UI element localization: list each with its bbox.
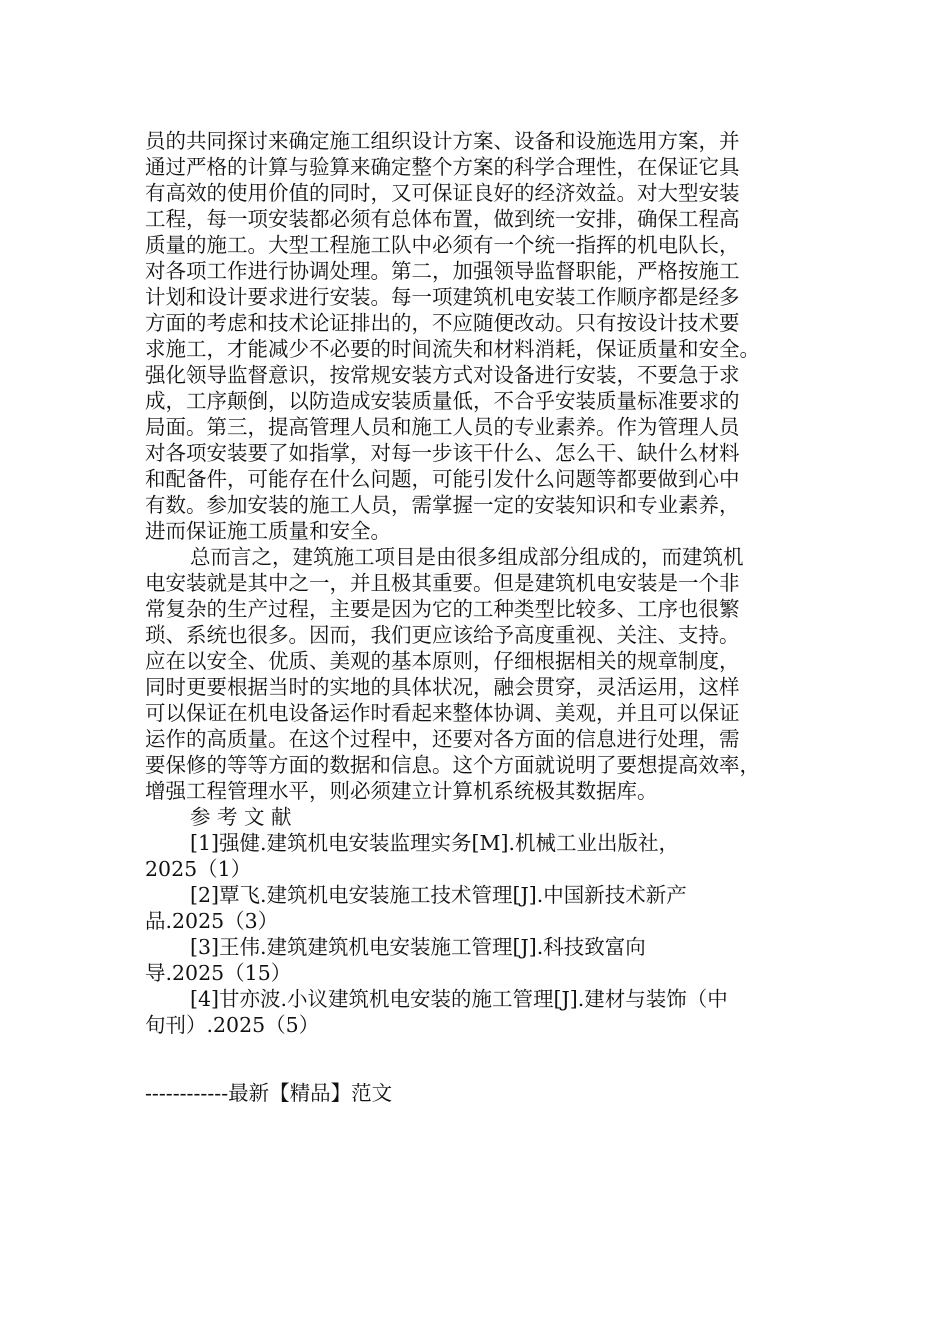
footer-text: ------------最新【精品】范文 bbox=[145, 1081, 393, 1105]
body-line: 工程，每一项安装都必须有总体布置，做到统一安排，确保工程高 bbox=[145, 207, 740, 231]
body-line: 要保修的等等方面的数据和信息。这个方面就说明了要想提高效率， bbox=[145, 753, 760, 777]
body-line: 运作的高质量。在这个过程中，还要对各方面的信息进行处理，需 bbox=[145, 727, 740, 751]
body-line: 成，工序颠倒，以防造成安装质量低，不合乎安装质量标准要求的 bbox=[145, 389, 740, 413]
body-line: 琐、系统也很多。因而，我们更应该给予高度重视、关注、支持。 bbox=[145, 623, 740, 647]
references-heading: 参 考 文 献 bbox=[190, 805, 292, 829]
reference-item: [1]强健.建筑机电安装监理实务[M].机械工业出版社， bbox=[190, 831, 680, 855]
body-line: 增强工程管理水平，则必须建立计算机系统极其数据库。 bbox=[145, 779, 658, 803]
body-line: 有数。参加安装的施工人员，需掌握一定的安装知识和专业素养， bbox=[145, 493, 740, 517]
body-line: 同时更要根据当时的实地的具体状况，融会贯穿，灵活运用，这样 bbox=[145, 675, 740, 699]
body-line: 员的共同探讨来确定施工组织设计方案、设备和设施选用方案，并 bbox=[145, 129, 740, 153]
body-line: 进而保证施工质量和安全。 bbox=[145, 519, 391, 543]
body-line: 对各项安装要了如指掌，对每一步该干什么、怎么干、缺什么材料 bbox=[145, 441, 740, 465]
paragraph-start: 总而言之，建筑施工项目是由很多组成部分组成的，而建筑机 bbox=[190, 545, 744, 569]
reference-item-continued: 导.2025（15） bbox=[145, 961, 292, 985]
body-line: 应在以安全、优质、美观的基本原则，仔细根据相关的规章制度， bbox=[145, 649, 740, 673]
body-line: 常复杂的生产过程，主要是因为它的工种类型比较多、工序也很繁 bbox=[145, 597, 740, 621]
body-line: 对各项工作进行协调处理。第二，加强领导监督职能，严格按施工 bbox=[145, 259, 740, 283]
body-line: 计划和设计要求进行安装。每一项建筑机电安装工作顺序都是经多 bbox=[145, 285, 740, 309]
body-line: 电安装就是其中之一，并且极其重要。但是建筑机电安装是一个非 bbox=[145, 571, 740, 595]
body-line: 方面的考虑和技术论证排出的，不应随便改动。只有按设计技术要 bbox=[145, 311, 740, 335]
body-line: 和配备件，可能存在什么问题，可能引发什么问题等都要做到心中 bbox=[145, 467, 740, 491]
body-line: 质量的施工。大型工程施工队中必须有一个统一指挥的机电队长， bbox=[145, 233, 740, 257]
body-line: 可以保证在机电设备运作时看起来整体协调、美观，并且可以保证 bbox=[145, 701, 740, 725]
body-line: 求施工，才能减少不必要的时间流失和材料消耗，保证质量和安全。 bbox=[145, 337, 760, 361]
body-line: 通过严格的计算与验算来确定整个方案的科学合理性，在保证它具 bbox=[145, 155, 740, 179]
reference-item-continued: 旬刊）.2025（5） bbox=[145, 1013, 320, 1037]
reference-item-continued: 品.2025（3） bbox=[145, 909, 279, 933]
body-line: 有高效的使用价值的同时，又可保证良好的经济效益。对大型安装 bbox=[145, 181, 740, 205]
reference-item: [4]甘亦波.小议建筑机电安装的施工管理[J].建材与装饰（中 bbox=[190, 987, 728, 1011]
body-line: 强化领导监督意识，按常规安装方式对设备进行安装，不要急于求 bbox=[145, 363, 740, 387]
reference-item: [2]覃飞.建筑机电安装施工技术管理[J].中国新技术新产 bbox=[190, 883, 687, 907]
reference-item: [3]王伟.建筑建筑机电安装施工管理[J].科技致富向 bbox=[190, 935, 646, 959]
body-line: 局面。第三，提高管理人员和施工人员的专业素养。作为管理人员 bbox=[145, 415, 740, 439]
reference-item-continued: 2025（1） bbox=[145, 857, 252, 881]
